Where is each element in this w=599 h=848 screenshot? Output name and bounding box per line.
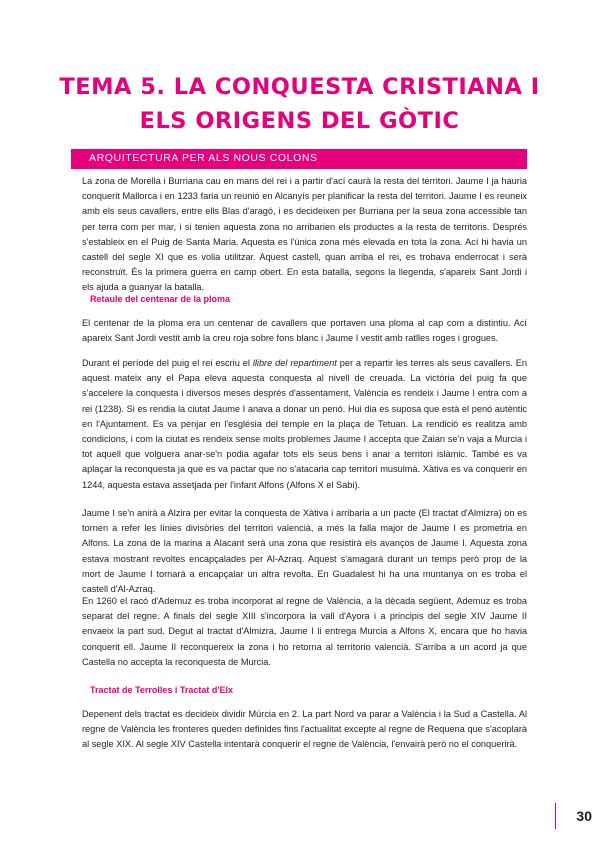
section-title: ARQUITECTURA PER ALS NOUS COLONS — [89, 152, 318, 164]
section-header-bar — [71, 149, 527, 169]
paragraph-6: Depenent dels tractat es decideix dividir Múrcia en 2. La part Nord va parar a València i la Sud a Castella. Al regne de València les fronteres queden definides fins l'actualitat excepte al regne de Requena que s'acoplarà al segle XIX. Al segle XIV Castella intentarà conquerir el regne de València, l'envairà però no el conquerirà. — [82, 709, 527, 750]
paragraph-2: El centenar de la ploma era un centenar de cavallers que portaven una ploma al cap com a distintiu. Ací apareix Sant Jordi vestit amb la creu roja sobre fons blanc i Jaume I vestit amb ratlles roges i grogues. — [82, 318, 527, 344]
page-title-line-2: ELS ORIGENS DEL GÒTIC — [139, 108, 460, 134]
paragraph-5: En 1260 el racó d'Ademuz es troba incorporat al regne de València, a la dècada següent, Ademuz es troba separat del regne. A finals del segle XIII s'incorpora la vall d'Ayora i a principis del segle XIV Jaume II envaeix la part sud. Degut al tractat d'Almizra, Jaume I li entrega Murcia a Alfons X, encara que ho havia conquerit ell. Jaume II reconquereix la zona i ho retorna al territorio valencià. S'arriba a un acord ja que Castella no accepta la reconquesta de Murcia. — [82, 596, 527, 667]
subheading-tractat: Tractat de Terrolles i Tractat d'Elx — [90, 685, 234, 695]
subheading-centenar: Retaule del centenar de la ploma — [90, 294, 231, 304]
paragraph-3-start: Durant el període del puig el rei escriu el — [82, 358, 253, 368]
paragraph-1: La zona de Morella i Burriana cau en mans del rei i a partir d'ací caurà la resta del territori. Jaume I ja hauria conquerit Mallorca i en 1233 faria un reunió en Alcanyís per planificar la resta del territori. Jaume I es reuneix amb els seus cavallers, entre ells Blas d'aragó, i es decideixen per Burriana per la seua zona accessible tan per terra com per mar, i si tenien aquesta zona no arribarien els productes a la resta de territoris. Després s'estableix en el Puig de Santa Maria. Aquesta es l'única zona més elevada en tota la zona. Ací hi havia un castell del segle XI que es volia utilitzar. Aquest castell, quan arriba el rei, es trobava enderrocat i serà reconstruït. És la primera guerra en camp obert. En esta batalla, segons la llegenda, s'apareix Sant Jordi i els ajuda a guanyar la batalla. — [82, 176, 527, 293]
page-title-line-1: TEMA 5. LA CONQUESTA CRISTIANA I — [59, 74, 540, 100]
paragraph-3 — [82, 356, 527, 493]
llibre-repartiment-italic: llibre del repartiment — [252, 358, 337, 368]
paragraph-3-rest: per a repartir les terres als seus cavallers. En aquest mateix any el Papa eleva aquesta conquesta al nivell de creuada. La victòria del puig fa que s'accelere la conquesta i diversos meses després d'assentament, València es rendeix i Jaume I entra com a rei (1238). Si es rendia la ciutat Jaume I anava a donar un penó. Hui dia es suposa que està el penó autèntic en l'Ajuntament. Es va penjar en l'església del temple en la plaça de Tetuan. La rendició es realitza amb condicions, i com la ciutat es rendeix sense molts problemes Jaume I accepta que Zaian se'n vaja a Murcia i tot aquell que volguera anar-se'n podia agafar tots els seus bens i anar a territori islàmic. També es va aplaçar la reconquesta ja que es va pactar que no s'atacaria cap territori musulmà. Xàtiva es va conquerir en 1244, aquesta estava assetjada per l'infant Alfons (Alfons X el Sabi). — [82, 358, 528, 490]
paragraph-4: Jaume I se'n anirà a Alzira per evitar la conquesta de Xàtiva i arribaria a un pacte (El tractat d'Almizra) on es tornen a refer les línies divisòries del territori valencià, a més la falla major de Jaume I es prometria en Alfons. La zona de la marina a Alacant serà una zona que resistirà els avanços de Jaume I. Aquesta zona estava mostrant revoltes encapçalades per Al-Azraq. Aquest s'amagarà durant un temps però prop de la mort de Jaume I tornarà a encapçalar un altra revolta. En Guadalest hi ha una muntanya on es troba el castell d'Al-Azraq. — [82, 508, 527, 595]
page-title — [0, 70, 599, 138]
page-number: 30 — [555, 803, 592, 829]
